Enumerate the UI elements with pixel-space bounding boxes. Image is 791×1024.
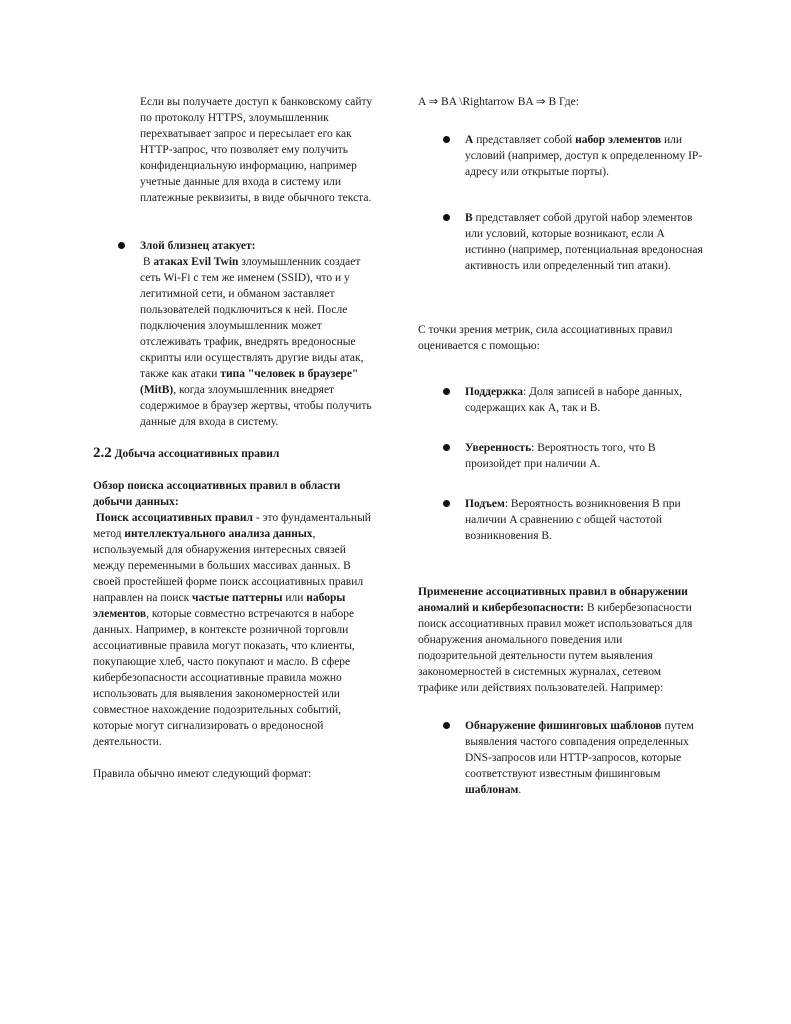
section-heading: 2.2 Добыча ассоциативных правил — [93, 445, 280, 461]
def-item-a — [465, 132, 703, 180]
bullet-icon — [118, 242, 125, 249]
left-column — [93, 94, 379, 782]
format-line: Правила обычно имеют следующий формат: — [93, 768, 312, 780]
bullet-icon — [443, 388, 450, 395]
formula-line: A ⇒ BA \Rightarrow BA ⇒ B Где: — [418, 96, 579, 108]
application-paragraph: Применение ассоциативных правил в обнаружении аномалий и кибербезопасности: В кибербезопасности поиск ассоциативных правил может использоваться для обнаружения аномального поведения или подозрительной деятельности путем выявления закономерностей в системных журналах, сетевом трафике или действиях пользователей. Например: — [418, 586, 693, 694]
evil-twin-text: В атаках Evil Twin злоумышленник создает сеть Wi-Fi с тем же именем (SSID), что и у легитимной сети, и обманом заставляет пользователей подключиться к ней. После подключения злоумышленник может отслеживать трафик, внедрять вредоносные скрипты или осуществлять другие виды атак, также как атаки типа "человек в браузере" (MitB), когда злоумышленник внедряет содержимое в браузер жертвы, чтобы получить данные для входа в систему. — [140, 256, 372, 428]
intro-paragraph: Если вы получаете доступ к банковскому сайту по протоколу HTTPS, злоумышленник перехватывает запрос и пересылает его как HTTP-запрос, что позволяет ему получить конфиденциальную информацию, например учетные данные для входа в систему или платежные реквизиты, в виде обычного текста. — [140, 96, 373, 204]
phishing-item: Обнаружение фишинговых шаблонов путем выявления частого совпадения определенных DNS-запросов или HTTP-запросов, которые соответствуют известным фишинговым шаблонам. — [465, 718, 703, 798]
bullet-icon — [443, 444, 450, 451]
bullet-icon — [443, 214, 450, 221]
metric-lift: Подъем: Вероятность возникновения B при наличии A сравнению с общей частотой возникновения B. — [465, 496, 703, 544]
overview-title: Обзор поиска ассоциативных правил в области добычи данных: — [93, 480, 341, 508]
evil-twin-title: Злой близнец атакует: — [140, 240, 256, 252]
def-item-b — [465, 210, 703, 274]
evil-twin-item — [140, 238, 379, 430]
bullet-icon — [443, 722, 450, 729]
metrics-intro: С точки зрения метрик, сила ассоциативных правил оценивается с помощью: — [418, 324, 673, 352]
def-a-text: A представляет собой набор элементов или условий (например, доступ к определенному IP-адресу или открытые порты). — [465, 134, 703, 178]
right-column — [418, 94, 703, 798]
bullet-icon — [443, 136, 450, 143]
metric-confidence: Уверенность: Вероятность того, что B произойдет при наличии A. — [465, 440, 703, 472]
overview-text: Поиск ассоциативных правил - это фундаментальный метод интеллектуального анализа данных, используемый для обнаружения интересных связей между переменными в больших массивах данных. В своей простейшей форме поиск ассоциативных правил направлен на поиск частые паттерны или наборы элементов, которые совместно встречаются в наборе данных. Например, в контексте розничной торговли ассоциативные правила могут показать, что клиенты, покупающие хлеб, часто покупают и масло. В сфере кибербезопасности ассоциативные правила можно использовать для выявления закономерностей или совместное нахождение подозрительных событий, которые могут сигнализировать о вредоносной деятельности. — [93, 512, 371, 748]
metric-support: Поддержка: Доля записей в наборе данных, содержащих как A, так и B. — [465, 384, 703, 416]
def-b-text: B представляет собой другой набор элементов или условий, которые возникают, если A истинно (например, потенциальная вредоносная активность или определенный тип атаки). — [465, 212, 703, 272]
bullet-icon — [443, 500, 450, 507]
